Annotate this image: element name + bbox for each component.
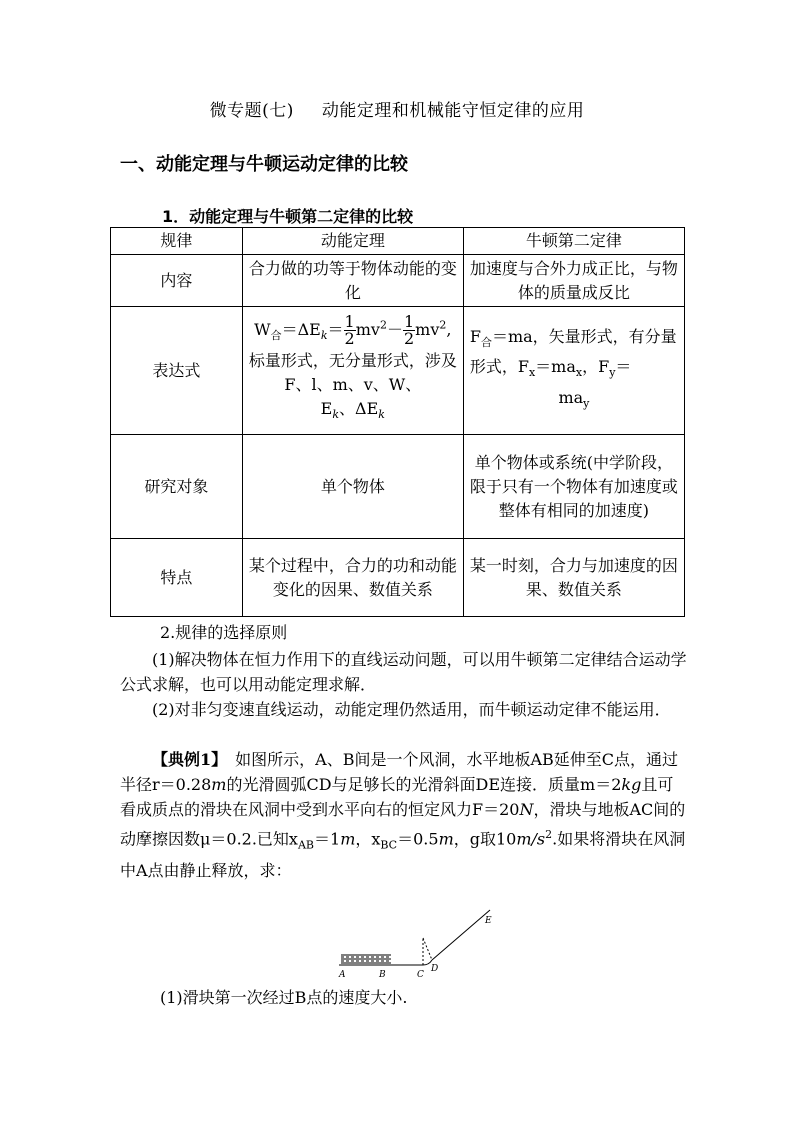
point-b-label: B [379, 970, 386, 980]
formula-description: 标量形式，无分量形式，涉及F、l、m、v、W、 [248, 350, 457, 394]
cell-dongneng: 单个物体 [242, 435, 463, 539]
point-c-label: C [417, 970, 424, 980]
principle-1: (1)解决物体在恒力作用下的直线运动问题，可以用牛顿第二定律结合运动学公式求解，也可以用动能定理求解． [120, 650, 687, 694]
table-row [111, 435, 685, 539]
formula-vars: $E_k$、$\Delta E_k$ [320, 398, 385, 421]
point-a-label: A [339, 970, 346, 980]
section-heading: 一、动能定理与牛顿运动定律的比较 [120, 154, 408, 175]
point-e-label: E [485, 916, 492, 926]
row-label: 表达式 [111, 307, 243, 435]
table-row [111, 307, 685, 435]
cell-dongneng: 合力做的功等于物体动能的变化 [242, 255, 463, 307]
principle-heading: 2.规律的选择原则 [160, 623, 288, 642]
table-row [111, 539, 685, 617]
subsection-heading: 1．动能定理与牛顿第二定律的比较 [162, 207, 414, 226]
title-main: 动能定理和机械能守恒定律的应用 [321, 101, 585, 121]
cell-dongneng-formula [242, 307, 463, 435]
principle-2: (2)对非匀变速直线运动，动能定理仍然适用，而牛顿运动定律不能运用． [152, 700, 671, 719]
table-header: 动能定理 [242, 228, 463, 255]
example-label: 【典例1】 [152, 750, 220, 769]
cell-dongneng: 某个过程中，合力的功和动能变化的因果、数值关系 [242, 539, 463, 617]
row-label: 特点 [111, 539, 243, 617]
title-prefix: 微专题(七) [209, 101, 294, 121]
table-header: 牛顿第二定律 [463, 228, 684, 255]
point-d-label: D [431, 964, 439, 974]
fraction-half: $\frac{1}{2}$ [403, 312, 415, 349]
wind-tunnel-figure [335, 905, 505, 980]
row-label: 内容 [111, 255, 243, 307]
table-header: 规律 [111, 228, 243, 255]
cell-niudun-formula: $F_合=ma$，矢量形式，有分量形式，$F_x=ma_x$，$F_y=$ $ma_y$ [463, 307, 684, 435]
table-row [111, 255, 685, 307]
question-1: (1)滑块第一次经过B点的速度大小. [160, 988, 408, 1007]
page-title [0, 96, 794, 121]
formula: $W_合=\Delta E_k=$ $\frac{1}{2}$ $mv^2-$ $\frac{1}{2}$ $mv^2$, [254, 312, 452, 349]
fraction-half: $\frac{1}{2}$ [344, 312, 355, 349]
row-label: 研究对象 [111, 435, 243, 539]
cell-niudun: 单个物体或系统(中学阶段，限于只有一个物体有加速度或整体有相同的加速度) [463, 435, 684, 539]
example-text: 【典例1】 如图所示，A、B间是一个风洞，水平地板AB延伸至C点，通过半径r＝0.28m的光滑圆弧CD与足够长的光滑斜面DE连接．质量m＝2kg且可看成质点的滑块在风洞中受到水平向右的恒定风力F＝20N，滑块与地板AC间的动摩擦因数μ＝0.2.已知$x_{AB}=1m$，$x_{BC}=0.5m$，g取$10m/s^2$.如果将滑块在风洞中A点由静止释放，求： [120, 750, 686, 880]
cell-niudun: 加速度与合外力成正比，与物体的质量成反比 [463, 255, 684, 307]
cell-niudun: 某一时刻，合力与加速度的因果、数值关系 [463, 539, 684, 617]
comparison-table [110, 227, 685, 617]
table-header-row [111, 228, 685, 255]
